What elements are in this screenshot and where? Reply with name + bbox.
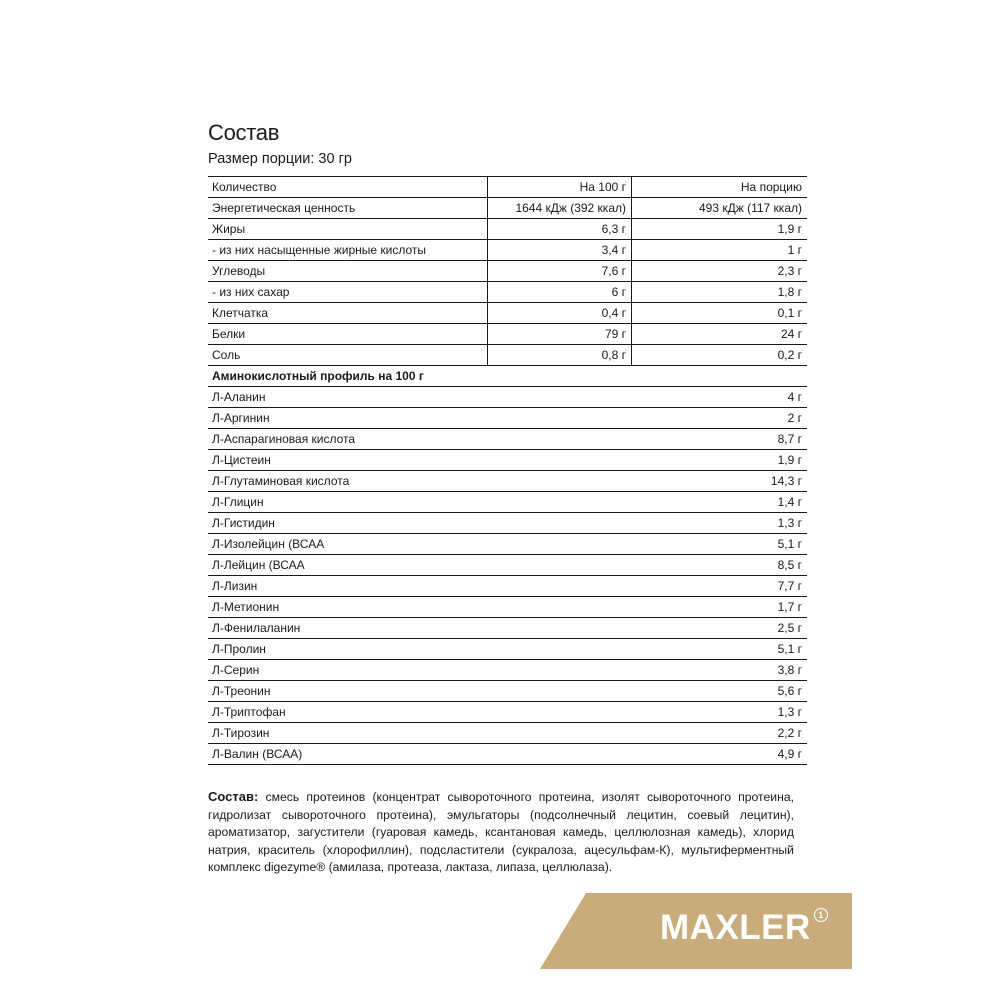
nutrient-per100: 0,4 г (488, 303, 632, 324)
nutrient-per100: 6,3 г (488, 219, 632, 240)
header-per100: На 100 г (488, 177, 632, 198)
nutrition-row (208, 324, 807, 345)
brand-name: MAXLER (660, 908, 811, 947)
brand-logo (660, 906, 828, 950)
amino-value: 1,7 г (632, 597, 808, 618)
nutrient-per100: 3,4 г (488, 240, 632, 261)
composition-text (208, 788, 794, 877)
nutrition-row (208, 219, 807, 240)
serving-size: Размер порции: 30 гр (208, 151, 352, 167)
amino-value: 5,6 г (632, 681, 808, 702)
amino-row (208, 471, 807, 492)
nutrient-per-portion: 1,9 г (632, 219, 808, 240)
nutrient-per-portion: 0,1 г (632, 303, 808, 324)
amino-name: Л-Аргинин (208, 408, 632, 429)
nutrition-row (208, 198, 807, 219)
amino-name: Л-Метионин (208, 597, 632, 618)
amino-row (208, 492, 807, 513)
nutrient-per100: 79 г (488, 324, 632, 345)
header-name: Количество (208, 177, 488, 198)
amino-value: 8,5 г (632, 555, 808, 576)
amino-value: 7,7 г (632, 576, 808, 597)
amino-name: Л-Лизин (208, 576, 632, 597)
amino-section-title: Аминокислотный профиль на 100 г (208, 366, 807, 387)
amino-name: Л-Цистеин (208, 450, 632, 471)
nutrient-per100: 1644 кДж (392 ккал) (488, 198, 632, 219)
amino-value: 5,1 г (632, 639, 808, 660)
nutrient-per100: 7,6 г (488, 261, 632, 282)
nutrient-name: - из них насыщенные жирные кислоты (208, 240, 488, 261)
amino-row (208, 534, 807, 555)
nutrient-per-portion: 1,8 г (632, 282, 808, 303)
amino-name: Л-Фенилаланин (208, 618, 632, 639)
amino-value: 2 г (632, 408, 808, 429)
nutrient-per-portion: 493 кДж (117 ккал) (632, 198, 808, 219)
nutrition-table (208, 176, 807, 765)
nutrient-per-portion: 1 г (632, 240, 808, 261)
amino-name: Л-Тирозин (208, 723, 632, 744)
nutrition-row (208, 303, 807, 324)
amino-name: Л-Глицин (208, 492, 632, 513)
amino-row (208, 429, 807, 450)
amino-row (208, 618, 807, 639)
amino-row (208, 408, 807, 429)
amino-row (208, 387, 807, 408)
amino-value: 4,9 г (632, 744, 808, 765)
amino-row (208, 576, 807, 597)
nutrient-per100: 6 г (488, 282, 632, 303)
page-title: Состав (208, 120, 280, 145)
amino-value: 1,4 г (632, 492, 808, 513)
amino-value: 2,5 г (632, 618, 808, 639)
nutrient-name: Энергетическая ценность (208, 198, 488, 219)
amino-row (208, 513, 807, 534)
nutrient-name: Клетчатка (208, 303, 488, 324)
amino-value: 5,1 г (632, 534, 808, 555)
amino-value: 1,3 г (632, 513, 808, 534)
amino-row (208, 723, 807, 744)
nutrient-name: Жиры (208, 219, 488, 240)
amino-name: Л-Треонин (208, 681, 632, 702)
nutrition-row (208, 261, 807, 282)
amino-section-header (208, 366, 807, 387)
amino-value: 8,7 г (632, 429, 808, 450)
amino-row (208, 660, 807, 681)
amino-value: 1,9 г (632, 450, 808, 471)
composition-body: смесь протеинов (концентрат сывороточного протеина, изолят сывороточного протеина, гидролизат сывороточного протеина), эмульгаторы (подсолнечный лецитин, соевый лецитин), ароматизатор, загустители (гуаровая камедь, ксантановая камедь, целлюлозная камедь), хлорид натрия, краситель (хлорофиллин), подсластители (сукралоза, ацесульфам-К), мультиферментный комплекс digezyme® (амилаза, протеаза, лактаза, липаза, целлюлаза). (208, 790, 794, 874)
composition-label: Состав: (208, 789, 259, 804)
amino-value: 14,3 г (632, 471, 808, 492)
nutrient-per100: 0,8 г (488, 345, 632, 366)
amino-name: Л-Серин (208, 660, 632, 681)
amino-row (208, 681, 807, 702)
nutrient-name: - из них сахар (208, 282, 488, 303)
amino-row (208, 639, 807, 660)
amino-name: Л-Аспарагиновая кислота (208, 429, 632, 450)
amino-name: Л-Валин (ВСАА) (208, 744, 632, 765)
amino-value: 4 г (632, 387, 808, 408)
amino-row (208, 744, 807, 765)
amino-name: Л-Аланин (208, 387, 632, 408)
amino-name: Л-Гистидин (208, 513, 632, 534)
brand-mark-icon: 1 (814, 908, 828, 922)
nutrient-name: Белки (208, 324, 488, 345)
nutrition-row (208, 345, 807, 366)
amino-row (208, 597, 807, 618)
amino-value: 3,8 г (632, 660, 808, 681)
amino-row (208, 555, 807, 576)
nutrition-row (208, 240, 807, 261)
amino-name: Л-Глутаминовая кислота (208, 471, 632, 492)
nutrition-row (208, 282, 807, 303)
amino-row (208, 702, 807, 723)
amino-name: Л-Изолейцин (ВСАА (208, 534, 632, 555)
amino-value: 1,3 г (632, 702, 808, 723)
nutrient-per-portion: 2,3 г (632, 261, 808, 282)
amino-row (208, 450, 807, 471)
nutrient-per-portion: 24 г (632, 324, 808, 345)
amino-name: Л-Пролин (208, 639, 632, 660)
amino-name: Л-Лейцин (ВСАА (208, 555, 632, 576)
amino-value: 2,2 г (632, 723, 808, 744)
header-per-portion: На порцию (632, 177, 808, 198)
nutrient-name: Соль (208, 345, 488, 366)
amino-name: Л-Триптофан (208, 702, 632, 723)
table-header-row (208, 177, 807, 198)
nutrient-name: Углеводы (208, 261, 488, 282)
nutrient-per-portion: 0,2 г (632, 345, 808, 366)
